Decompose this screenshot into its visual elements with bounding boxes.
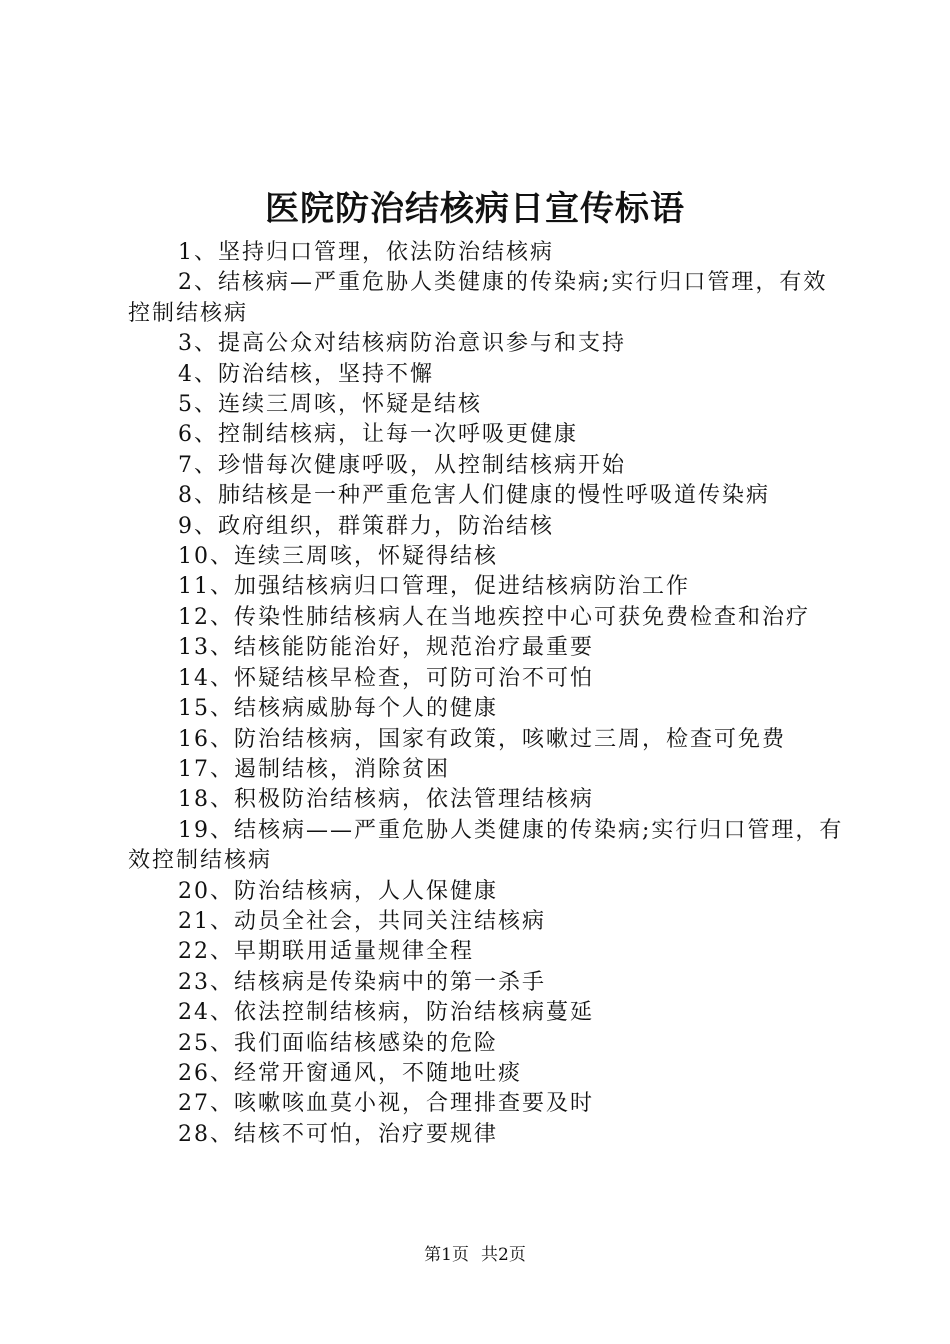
list-item: 21、动员全社会，共同关注结核病: [178, 908, 546, 934]
list-item: 17、遏制结核，消除贫困: [178, 756, 450, 782]
list-item: 2、结核病—严重危胁人类健康的传染病;实行归口管理，有效控制结核病: [128, 270, 828, 326]
list-item: 22、早期联用适量规律全程: [178, 939, 474, 965]
list-item: 7、珍惜每次健康呼吸，从控制结核病开始: [178, 452, 626, 478]
list-item: 1、坚持归口管理，依法防治结核病: [178, 240, 554, 265]
list-item: 25、我们面临结核感染的危险: [178, 1030, 498, 1056]
list-item: 28、结核不可怕，治疗要规律: [178, 1121, 498, 1147]
list-item: 5、连续三周咳，怀疑是结核: [178, 392, 482, 418]
list-item: 14、怀疑结核早检查，可防可治不可怕: [178, 665, 594, 691]
list-item: 16、防治结核病，国家有政策，咳嗽过三周，检查可免费: [178, 726, 786, 752]
list-item: 19、结核病——严重危胁人类健康的传染病;实行归口管理，有效控制结核病: [128, 817, 844, 874]
list-item: 26、经常开窗通风，不随地吐痰: [178, 1060, 522, 1086]
list-item: 13、结核能防能治好，规范治疗最重要: [178, 635, 594, 661]
total-pages: 共2页: [481, 1245, 526, 1265]
list-item: 18、积极防治结核病，依法管理结核病: [178, 787, 594, 813]
list-item: 3、提高公众对结核病防治意识参与和支持: [178, 331, 626, 357]
list-item: 4、防治结核，坚持不懈: [178, 361, 434, 387]
list-item: 8、肺结核是一种严重危害人们健康的慢性呼吸道传染病: [178, 483, 770, 509]
list-item: 10、连续三周咳，怀疑得结核: [178, 544, 498, 570]
list-item: 27、咳嗽咳血莫小视，合理排查要及时: [178, 1091, 594, 1117]
list-item: 20、防治结核病，人人保健康: [178, 878, 498, 904]
page-number: 第1页: [424, 1245, 469, 1265]
list-item: 6、控制结核病，让每一次呼吸更健康: [178, 422, 578, 448]
list-item: 24、依法控制结核病，防治结核病蔓延: [178, 1000, 594, 1026]
list-item: 12、传染性肺结核病人在当地疾控中心可获免费检查和治疗: [178, 604, 810, 630]
list-item: 15、结核病威胁每个人的健康: [178, 696, 498, 722]
list-item: 9、政府组织，群策群力，防治结核: [178, 513, 554, 539]
list-item: 23、结核病是传染病中的第一杀手: [178, 969, 546, 995]
page-footer: [0, 1243, 950, 1267]
slogan-list: [128, 238, 848, 1150]
list-item: 11、加强结核病归口管理，促进结核病防治工作: [178, 574, 690, 600]
page-title: 医院防治结核病日宣传标语: [265, 189, 685, 229]
